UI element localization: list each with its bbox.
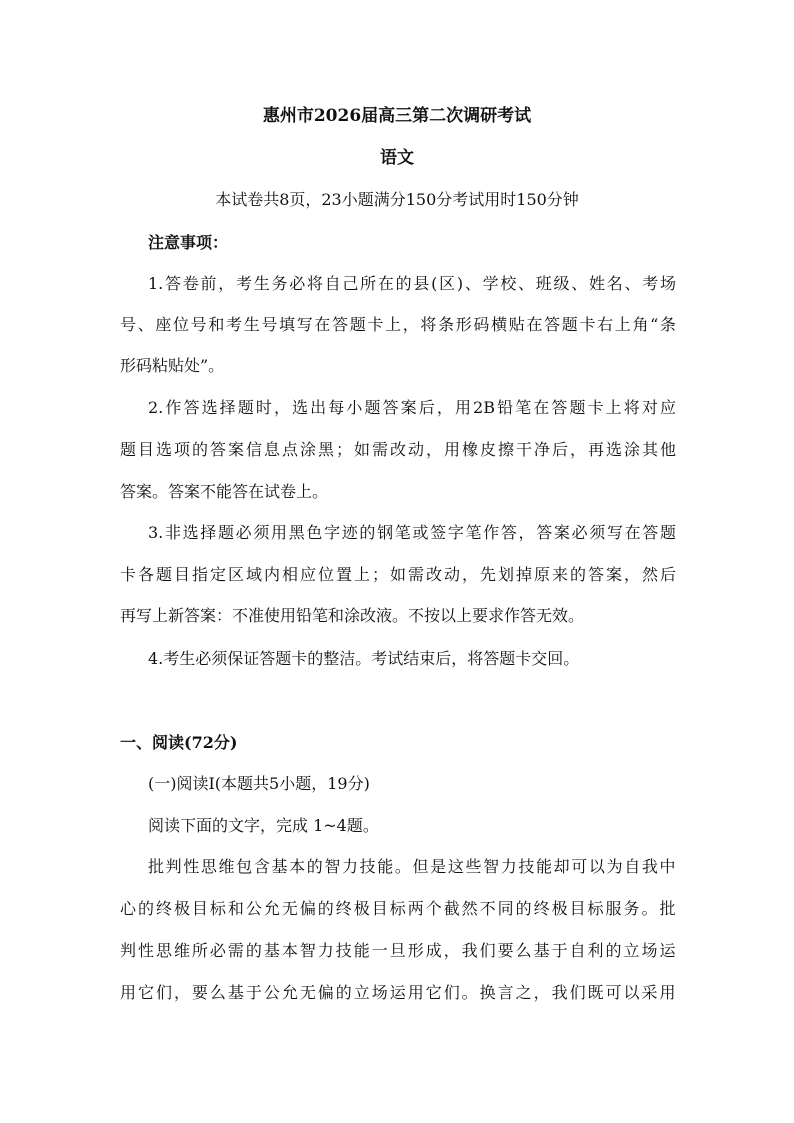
notice-item-2-line-3: 答案。答案不能答在试卷上。	[120, 482, 329, 501]
passage-line-2: 心的终极目标和公允无偏的终极目标两个截然不同的终极目标服务。批	[120, 899, 676, 918]
notice-item-4: 4.考生必须保证答题卡的整洁。考试结束后，将答题卡交回。	[148, 649, 580, 668]
notice-item-3-line-1: 3.非选择题必须用黑色字迹的钢笔或签字笔作答，答案必须写在答题	[148, 523, 676, 542]
subject-title: 语文	[380, 148, 414, 168]
exam-title: 惠州市2026届高三第二次调研考试	[262, 106, 532, 126]
notice-item-3-line-3: 再写上新答案：不准使用铅笔和涂改液。不按以上要求作答无效。	[120, 606, 585, 625]
notice-item-3-line-2: 卡各题目指定区域内相应位置上；如需改动，先划掉原来的答案，然后	[120, 565, 676, 584]
notice-heading: 注意事项：	[148, 233, 229, 252]
passage-line-1: 批判性思维包含基本的智力技能。但是这些智力技能却可以为自我中	[148, 857, 676, 876]
notice-item-1-line-1: 1.答卷前，考生务必将自己所在的县(区)、学校、班级、姓名、考场	[148, 274, 676, 293]
notice-item-1-line-3: 形码粘贴处”。	[120, 356, 225, 375]
notice-item-2-line-2: 题目选项的答案信息点涂黑；如需改动，用橡皮擦干净后，再选涂其他	[120, 440, 676, 459]
subsection-heading: (一)阅读Ⅰ(本题共5小题，19分)	[148, 774, 370, 793]
section-heading: 一、阅读(72分)	[120, 733, 238, 752]
passage-line-3: 判性思维所必需的基本智力技能一旦形成，我们要么基于自利的立场运	[120, 941, 676, 960]
exam-info: 本试卷共8页，23小题满分150分考试用时150分钟	[215, 190, 579, 209]
notice-item-2-line-1: 2.作答选择题时，选出每小题答案后，用2B铅笔在答题卡上将对应	[148, 398, 676, 417]
passage-line-4: 用它们，要么基于公允无偏的立场运用它们。换言之，我们既可以采用	[120, 983, 676, 1002]
reading-instruction: 阅读下面的文字，完成 1~4题。	[148, 816, 379, 835]
notice-item-1-line-2: 号、座位号和考生号填写在答题卡上，将条形码横贴在答题卡右上角“条	[120, 315, 676, 334]
